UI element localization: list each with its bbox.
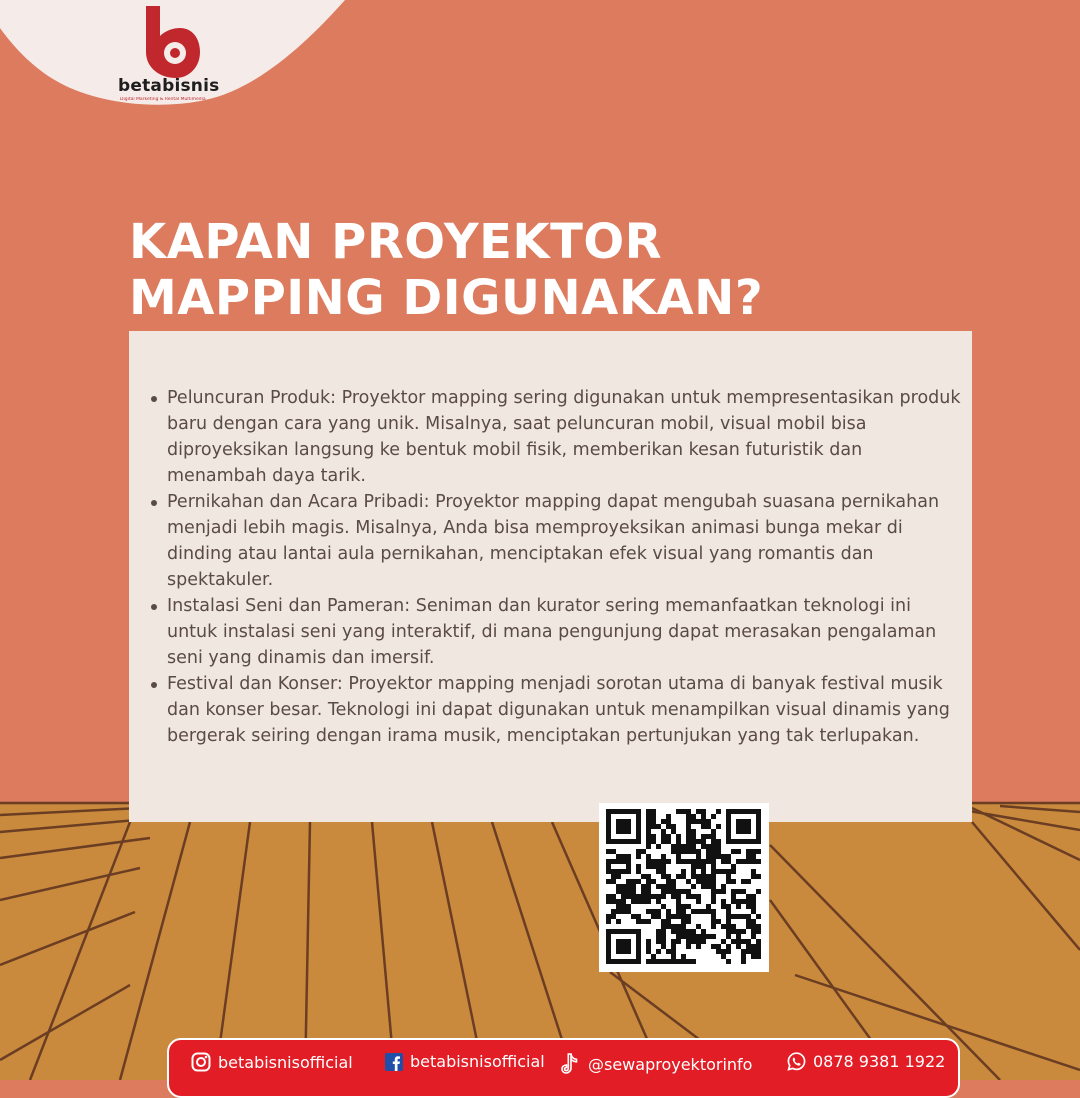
list-item: Pernikahan dan Acara Pribadi: Proyektor mapping dapat mengubah suasana pernikahan menjadi lebih magis. Misalnya, Anda bisa memproyeksikan animasi bunga mekar di dinding atau lantai aula pernikahan, menciptakan efek visual yang romantis dan spektakuler. xyxy=(167,489,964,593)
title-line-1: KAPAN PROYEKTOR xyxy=(129,214,663,270)
instagram-icon xyxy=(191,1052,211,1072)
list-item: Instalasi Seni dan Pameran: Seniman dan kurator sering memanfaatkan teknologi ini untuk instalasi seni yang interaktif, di mana pengunjung dapat merasakan pengalaman seni yang dinamis dan imersif. xyxy=(167,593,964,671)
qr-code-icon xyxy=(606,809,762,965)
facebook-handle: betabisnisofficial xyxy=(410,1052,545,1071)
brand-tagline: Digital Marketing & Rental Multimedia xyxy=(120,97,206,102)
whatsapp-icon xyxy=(787,1052,806,1071)
facebook-icon xyxy=(385,1053,403,1071)
page-title xyxy=(129,214,763,326)
content-panel xyxy=(129,331,972,822)
whatsapp-link[interactable] xyxy=(787,1052,945,1071)
title-line-2: MAPPING DIGUNAKAN? xyxy=(129,270,764,326)
brand-name: betabisnis xyxy=(118,76,220,96)
instagram-link[interactable] xyxy=(191,1052,353,1072)
whatsapp-number: 0878 9381 1922 xyxy=(813,1052,946,1071)
qr-code[interactable] xyxy=(599,803,769,972)
instagram-handle: betabisnisofficial xyxy=(218,1052,353,1072)
bullet-list xyxy=(147,385,964,749)
list-item: Peluncuran Produk: Proyektor mapping sering digunakan untuk mempresentasikan produk baru dengan cara yang unik. Misalnya, saat peluncuran mobil, visual mobil bisa diproyeksikan langsung ke bentuk mobil fisik, memberikan kesan futuristik dan menambah daya tarik. xyxy=(167,385,964,489)
list-item: Festival dan Konser: Proyektor mapping menjadi sorotan utama di banyak festival musik dan konser besar. Teknologi ini dapat digunakan untuk menampilkan visual dinamis yang bergerak seiring dengan irama musik, menciptakan pertunjukan yang tak terlupakan. xyxy=(167,671,964,749)
tiktok-link[interactable] xyxy=(559,1052,752,1076)
facebook-link[interactable] xyxy=(385,1052,545,1071)
tiktok-icon xyxy=(559,1052,581,1076)
logo-corner xyxy=(0,0,360,110)
tiktok-handle: @sewaproyektorinfo xyxy=(588,1054,753,1074)
social-footer xyxy=(167,1038,960,1098)
